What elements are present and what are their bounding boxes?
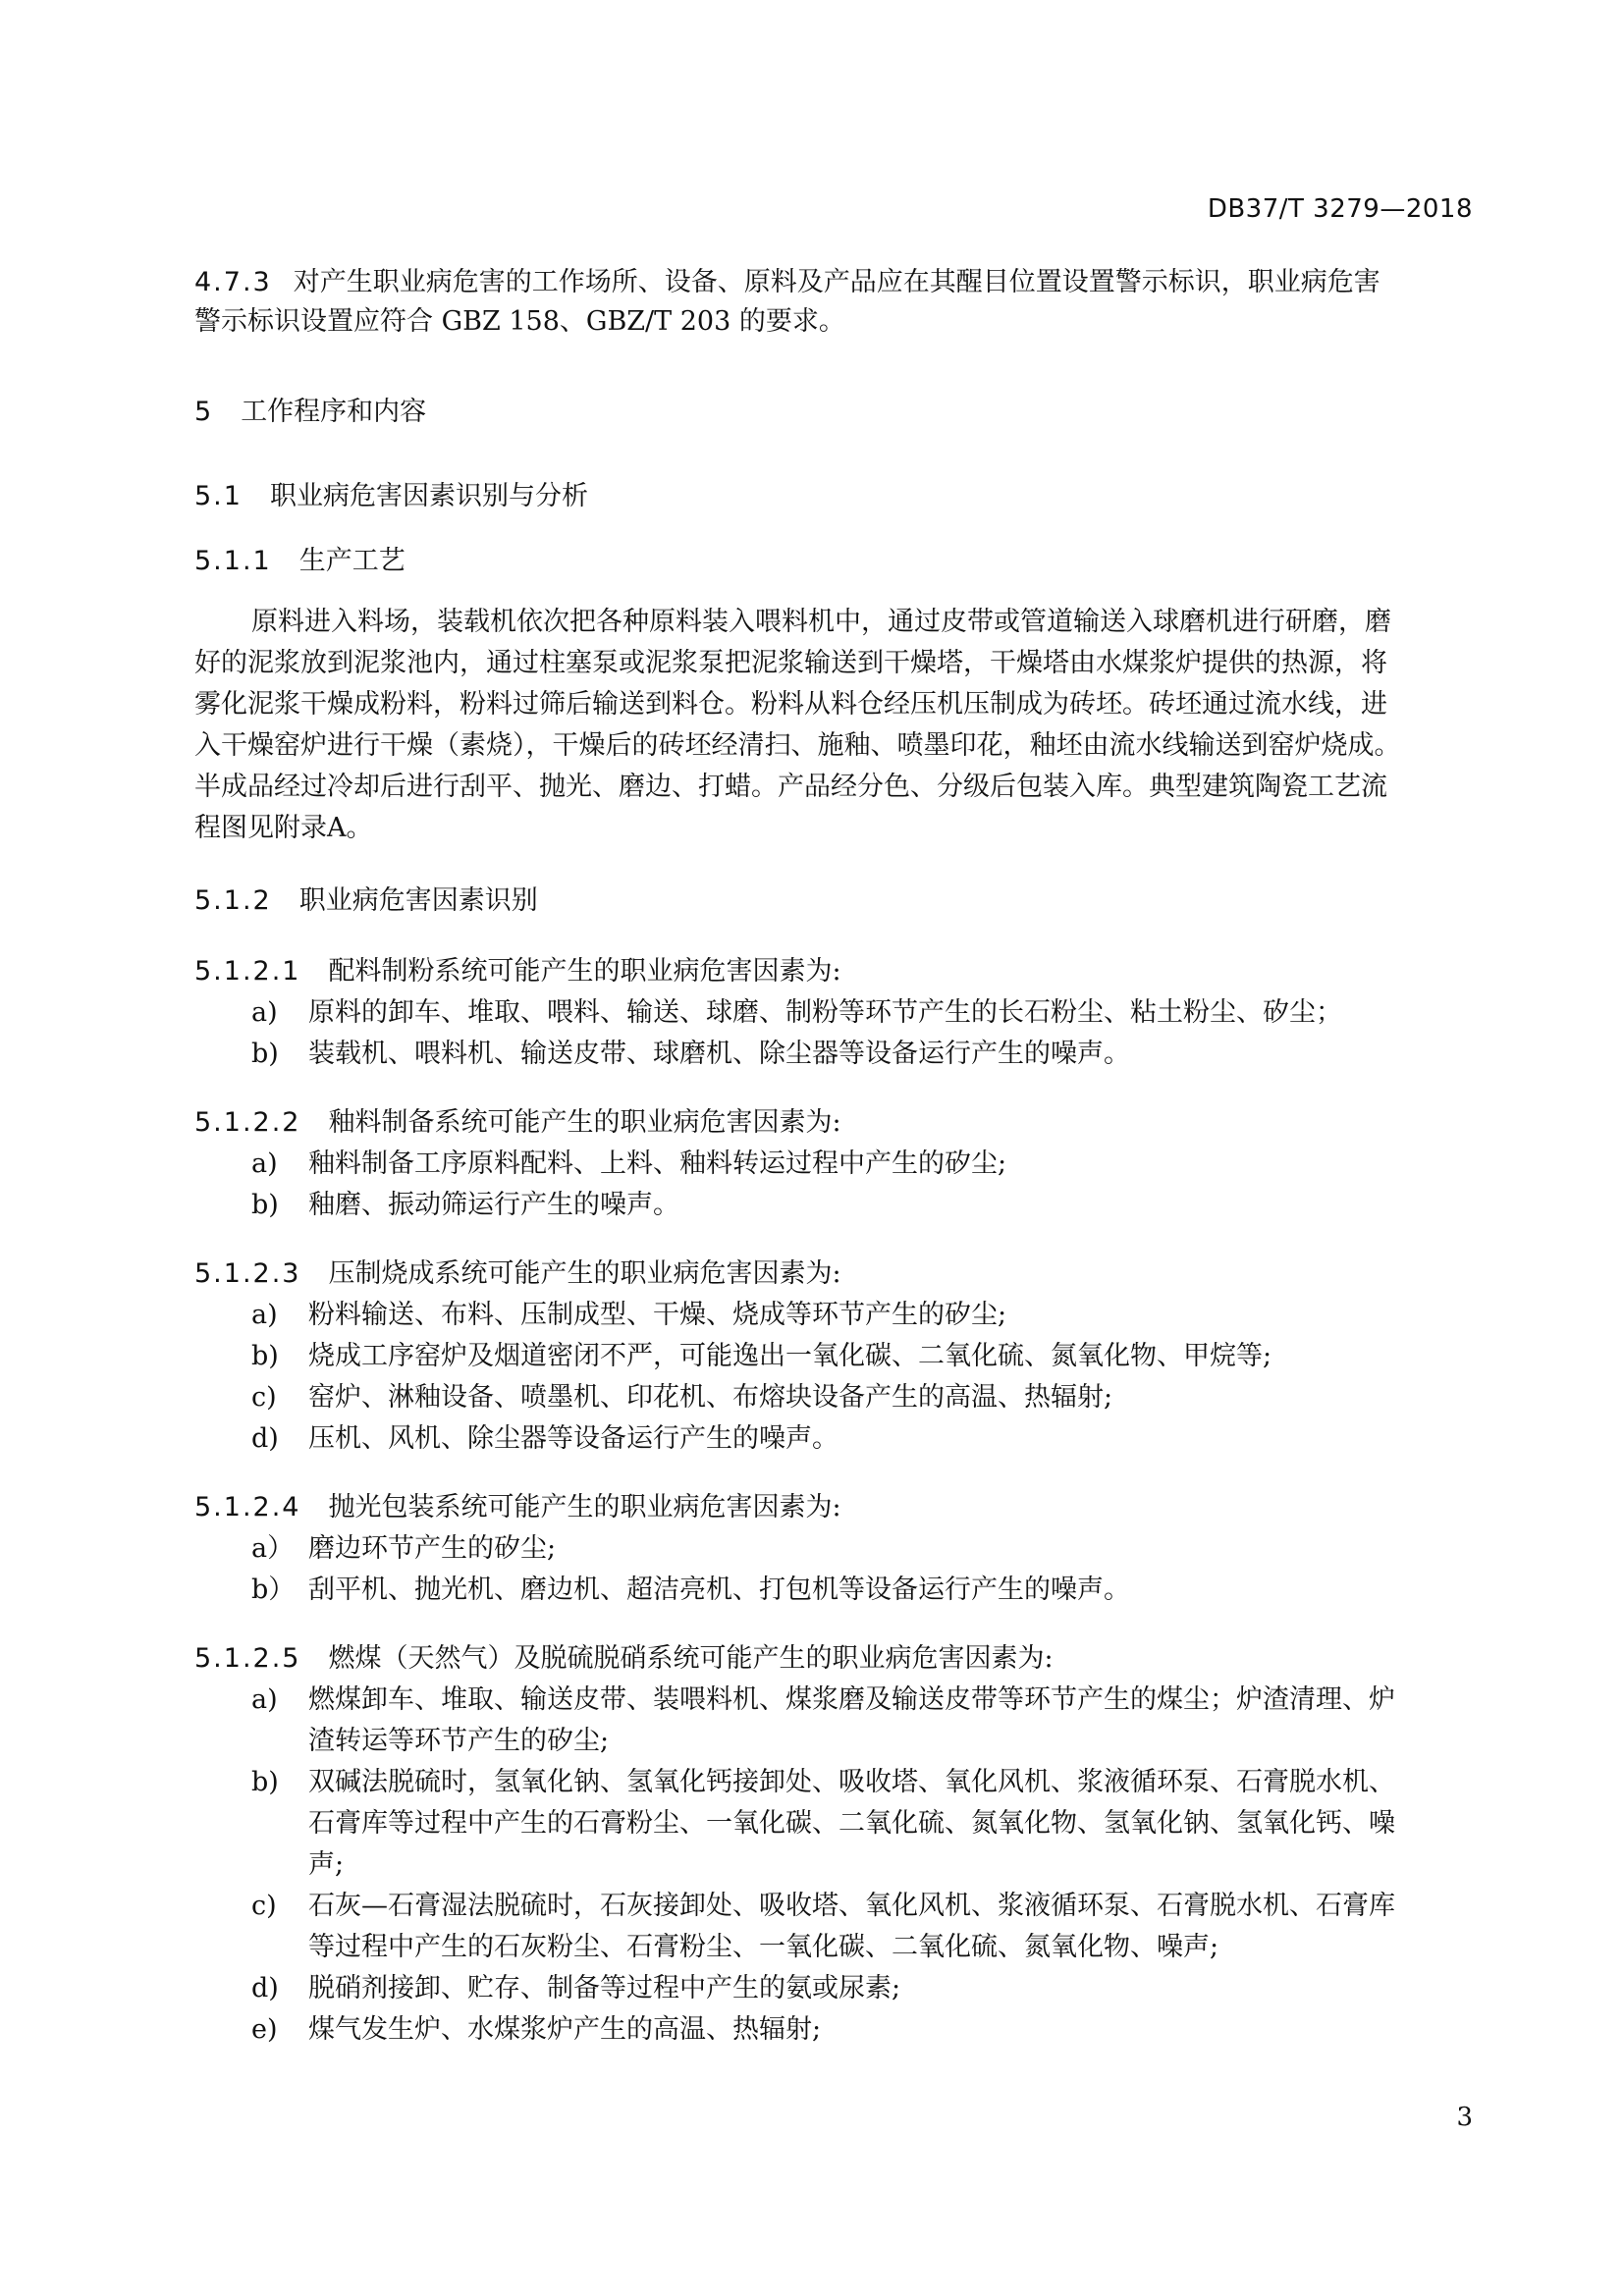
section-5-1-2-heading [194, 881, 538, 921]
process-paragraph-line: 好的泥浆放到泥浆池内，通过柱塞泵或泥浆泵把泥浆输送到干燥塔，干燥塔由水煤浆炉提供的热源，将 [194, 648, 1387, 678]
list-item [251, 1186, 679, 1225]
list-item-cont: 渣转运等环节产生的矽尘; [308, 1726, 610, 1756]
list-text: 磨边环节产生的矽尘; [308, 1533, 557, 1564]
clause-5-1-2-3 [194, 1255, 841, 1294]
section-title: 职业病危害因素识别 [298, 885, 538, 916]
list-label: c) [251, 1382, 277, 1413]
list-label: b) [251, 1341, 279, 1371]
list-text: 粉料输送、布料、压制成型、干燥、烧成等环节产生的矽尘; [308, 1300, 1007, 1330]
list-text: 石灰—石膏湿法脱硫时，石灰接卸处、吸收塔、氧化风机、浆液循环泵、石膏脱水机、石膏库 [308, 1891, 1395, 1921]
clause-5-1-2-4 [194, 1488, 841, 1527]
section-number: 5.1.1 [194, 546, 272, 576]
list-text: 原料的卸车、堆取、喂料、输送、球磨、制粉等环节产生的长石粉尘、粘土粉尘、矽尘； [308, 997, 1342, 1028]
clause-title: 抛光包装系统可能产生的职业病危害因素为: [328, 1492, 841, 1522]
list-text: 釉磨、振动筛运行产生的噪声。 [308, 1190, 679, 1220]
list-text: 烧成工序窑炉及烟道密闭不严，可能逸出一氧化碳、二氧化硫、氮氧化物、甲烷等; [308, 1341, 1272, 1371]
list-label: d) [251, 1973, 279, 2003]
section-5-heading [194, 393, 426, 432]
clause-5-1-2-2 [194, 1103, 841, 1143]
list-item [251, 1145, 1006, 1184]
list-text: 压机、风机、除尘器等设备运行产生的噪声。 [308, 1423, 839, 1454]
clause-number: 5.1.2.5 [194, 1643, 301, 1674]
process-paragraph-line: 半成品经过冷却后进行刮平、抛光、磨边、打蜡。产品经分色、分级后包装入库。典型建筑陶瓷工艺流 [194, 772, 1387, 802]
section-title: 生产工艺 [298, 546, 406, 576]
list-text: 煤气发生炉、水煤浆炉产生的高温、热辐射; [308, 2014, 822, 2045]
list-text: 双碱法脱硫时，氢氧化钠、氢氧化钙接卸处、吸收塔、氧化风机、浆液循环泵、石膏脱水机、 [308, 1767, 1395, 1797]
clause-number: 5.1.2.4 [194, 1492, 301, 1522]
list-label: b) [251, 1190, 279, 1220]
page-number: 3 [1456, 2103, 1473, 2132]
list-item [251, 1763, 1395, 1802]
section-number: 5.1 [194, 481, 243, 511]
process-paragraph-line: 程图见附录A。 [194, 813, 373, 843]
list-item [251, 1887, 1395, 1926]
section-5-1-1-heading [194, 542, 406, 581]
clause-number: 5.1.2.1 [194, 956, 301, 987]
list-item [251, 1681, 1395, 1720]
list-label: a） [251, 1533, 295, 1564]
list-text: 釉料制备工序原料配料、上料、釉料转运过程中产生的矽尘; [308, 1148, 1007, 1179]
process-paragraph-line: 原料进入料场，装载机依次把各种原料装入喂料机中，通过皮带或管道输送入球磨机进行研磨，磨 [251, 607, 1391, 637]
list-text: 燃煤卸车、堆取、输送皮带、装喂料机、煤浆磨及输送皮带等环节产生的煤尘；炉渣清理、炉 [308, 1684, 1395, 1715]
list-label: a) [251, 1684, 278, 1715]
list-item [251, 1378, 1112, 1417]
clause-number: 5.1.2.2 [194, 1107, 301, 1138]
list-item-cont: 声; [308, 1849, 345, 1880]
list-item [251, 1337, 1271, 1376]
list-item [251, 1529, 556, 1569]
list-item [251, 1969, 900, 2008]
list-label: d) [251, 1423, 279, 1454]
clause-number: 4.7.3 [194, 267, 272, 297]
list-item [251, 1419, 839, 1459]
process-paragraph-line: 入干燥窑炉进行干燥（素烧），干燥后的砖坯经清扫、施釉、喷墨印花，釉坯由流水线输送到窑炉烧成。 [194, 730, 1401, 761]
list-item [251, 1571, 1130, 1610]
list-label: a) [251, 1148, 278, 1179]
list-item [251, 2010, 821, 2050]
list-item-cont: 等过程中产生的石灰粉尘、石膏粉尘、一氧化碳、二氧化硫、氮氧化物、噪声; [308, 1932, 1219, 1962]
list-label: a) [251, 1300, 278, 1330]
clause-text: 对产生职业病危害的工作场所、设备、原料及产品应在其醒目位置设置警示标识，职业病危害 [293, 267, 1380, 297]
list-text: 刮平机、抛光机、磨边机、超洁亮机、打包机等设备运行产生的噪声。 [308, 1575, 1130, 1605]
clause-4-7-3-cont: 警示标识设置应符合 GBZ 158、GBZ/T 203 的要求。 [194, 306, 845, 337]
list-item [251, 1296, 1006, 1335]
clause-title: 釉料制备系统可能产生的职业病危害因素为: [328, 1107, 841, 1138]
process-paragraph-line: 雾化泥浆干燥成粉料，粉料过筛后输送到料仓。粉料从料仓经压机压制成为砖坯。砖坯通过流水线，进 [194, 689, 1387, 720]
section-number: 5.1.2 [194, 885, 272, 916]
list-label: b) [251, 1039, 279, 1069]
clause-4-7-3 [194, 263, 1380, 302]
list-item [251, 1035, 1130, 1074]
list-label: b） [251, 1575, 296, 1605]
list-text: 装载机、喂料机、输送皮带、球磨机、除尘器等设备运行产生的噪声。 [308, 1039, 1130, 1069]
section-title: 职业病危害因素识别与分析 [269, 481, 588, 511]
page-header-code: DB37/T 3279—2018 [1207, 194, 1473, 224]
clause-title: 配料制粉系统可能产生的职业病危害因素为: [328, 956, 841, 987]
list-label: b) [251, 1767, 279, 1797]
section-5-1-heading [194, 477, 588, 516]
list-item-cont: 石膏库等过程中产生的石膏粉尘、一氧化碳、二氧化硫、氮氧化物、氢氧化钠、氢氧化钙、噪 [308, 1808, 1395, 1839]
clause-title: 压制烧成系统可能产生的职业病危害因素为: [328, 1258, 841, 1289]
section-title: 工作程序和内容 [241, 397, 427, 427]
list-text: 窑炉、淋釉设备、喷墨机、印花机、布熔块设备产生的高温、热辐射; [308, 1382, 1113, 1413]
list-label: c) [251, 1891, 277, 1921]
clause-title: 燃煤（天然气）及脱硫脱硝系统可能产生的职业病危害因素为: [328, 1643, 1054, 1674]
list-label: e) [251, 2014, 278, 2045]
clause-5-1-2-1 [194, 952, 841, 991]
section-number: 5 [194, 397, 214, 427]
clause-5-1-2-5 [194, 1639, 1054, 1679]
list-label: a) [251, 997, 278, 1028]
list-item [251, 993, 1342, 1033]
list-text: 脱硝剂接卸、贮存、制备等过程中产生的氨或尿素; [308, 1973, 901, 2003]
clause-number: 5.1.2.3 [194, 1258, 301, 1289]
